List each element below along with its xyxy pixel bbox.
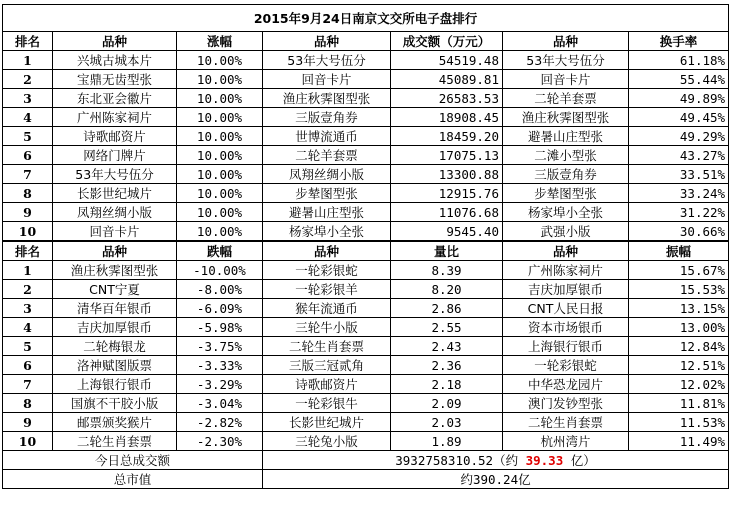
rank-cell: 7 (3, 375, 53, 394)
volume-name-cell: 世博流通币 (263, 127, 391, 146)
header-name-ratio: 品种 (263, 241, 391, 261)
loss-value-cell: -10.00% (177, 261, 263, 280)
turnover-name-cell: 二轮羊套票 (503, 89, 629, 108)
ranking-table (2, 4, 729, 489)
ratio-name-cell: 二轮生肖套票 (263, 337, 391, 356)
rank-cell: 8 (3, 394, 53, 413)
rank-cell: 1 (3, 261, 53, 280)
ratio-value-cell: 2.55 (391, 318, 503, 337)
header-rank: 排名 (3, 241, 53, 261)
header-name-amplitude: 品种 (503, 241, 629, 261)
volume-name-cell: 凤翔丝绸小版 (263, 165, 391, 184)
gain-value-cell: 10.00% (177, 108, 263, 127)
gain-value-cell: 10.00% (177, 89, 263, 108)
amplitude-name-cell: 吉庆加厚银币 (503, 280, 629, 299)
total-volume-highlight: 39.33 (525, 452, 564, 468)
table-row (3, 413, 729, 432)
volume-name-cell: 渔庄秋霁图型张 (263, 89, 391, 108)
ratio-name-cell: 三轮兔小版 (263, 432, 391, 451)
turnover-name-cell: 三版壹角券 (503, 165, 629, 184)
section2-header-row (3, 241, 729, 261)
market-value-label: 总市值 (3, 470, 263, 489)
volume-value-cell: 13300.88 (391, 165, 503, 184)
gain-value-cell: 10.00% (177, 146, 263, 165)
volume-value-cell: 9545.40 (391, 222, 503, 242)
turnover-value-cell: 33.51% (629, 165, 729, 184)
amplitude-name-cell: 澳门发钞型张 (503, 394, 629, 413)
loss-value-cell: -2.30% (177, 432, 263, 451)
section1-header-row (3, 32, 729, 51)
page-title: 2015年9月24日南京文交所电子盘排行 (3, 5, 729, 32)
ratio-name-cell: 三版三冠贰角 (263, 356, 391, 375)
amplitude-value-cell: 13.15% (629, 299, 729, 318)
loss-value-cell: -3.29% (177, 375, 263, 394)
header-ratio: 量比 (391, 241, 503, 261)
ratio-name-cell: 三轮牛小版 (263, 318, 391, 337)
rank-cell: 9 (3, 413, 53, 432)
volume-value-cell: 18908.45 (391, 108, 503, 127)
loss-name-cell: 二轮生肖套票 (53, 432, 177, 451)
amplitude-value-cell: 11.81% (629, 394, 729, 413)
ratio-value-cell: 2.03 (391, 413, 503, 432)
turnover-value-cell: 55.44% (629, 70, 729, 89)
title-row (3, 5, 729, 32)
table-row (3, 203, 729, 222)
turnover-value-cell: 49.29% (629, 127, 729, 146)
rank-cell: 7 (3, 165, 53, 184)
gain-name-cell: 东北亚会徽片 (53, 89, 177, 108)
gain-name-cell: 兴城古城本片 (53, 51, 177, 70)
rank-cell: 4 (3, 108, 53, 127)
volume-value-cell: 18459.20 (391, 127, 503, 146)
ratio-value-cell: 2.86 (391, 299, 503, 318)
turnover-name-cell: 步辇图型张 (503, 184, 629, 203)
loss-name-cell: 邮票颁奖猴片 (53, 413, 177, 432)
loss-name-cell: 二轮梅银龙 (53, 337, 177, 356)
amplitude-value-cell: 15.53% (629, 280, 729, 299)
rank-cell: 6 (3, 146, 53, 165)
ratio-value-cell: 2.18 (391, 375, 503, 394)
amplitude-name-cell: 杭州湾片 (503, 432, 629, 451)
header-name-turnover: 品种 (503, 32, 629, 51)
rank-cell: 9 (3, 203, 53, 222)
loss-name-cell: 清华百年银币 (53, 299, 177, 318)
loss-value-cell: -2.82% (177, 413, 263, 432)
total-volume-suffix: 亿） (563, 452, 596, 468)
amplitude-value-cell: 11.49% (629, 432, 729, 451)
gain-name-cell: 宝鼎无齿型张 (53, 70, 177, 89)
loss-value-cell: -6.09% (177, 299, 263, 318)
amplitude-value-cell: 15.67% (629, 261, 729, 280)
volume-value-cell: 45089.81 (391, 70, 503, 89)
rank-cell: 10 (3, 222, 53, 242)
gain-value-cell: 10.00% (177, 127, 263, 146)
header-volume: 成交额（万元） (391, 32, 503, 51)
amplitude-value-cell: 12.51% (629, 356, 729, 375)
turnover-value-cell: 49.89% (629, 89, 729, 108)
ratio-name-cell: 一轮彩银蛇 (263, 261, 391, 280)
amplitude-value-cell: 12.84% (629, 337, 729, 356)
turnover-name-cell: 回音卡片 (503, 70, 629, 89)
gain-name-cell: 广州陈家祠片 (53, 108, 177, 127)
ratio-value-cell: 1.89 (391, 432, 503, 451)
ratio-value-cell: 2.09 (391, 394, 503, 413)
gain-value-cell: 10.00% (177, 51, 263, 70)
volume-name-cell: 步辇图型张 (263, 184, 391, 203)
gain-name-cell: 网络门牌片 (53, 146, 177, 165)
market-value-value: 约390.24亿 (263, 470, 729, 489)
amplitude-name-cell: 上海银行银币 (503, 337, 629, 356)
amplitude-name-cell: 广州陈家祠片 (503, 261, 629, 280)
amplitude-name-cell: 资本市场银币 (503, 318, 629, 337)
amplitude-value-cell: 13.00% (629, 318, 729, 337)
gain-name-cell: 凤翔丝绸小版 (53, 203, 177, 222)
volume-name-cell: 避暑山庄型张 (263, 203, 391, 222)
turnover-value-cell: 61.18% (629, 51, 729, 70)
loss-value-cell: -8.00% (177, 280, 263, 299)
volume-value-cell: 54519.48 (391, 51, 503, 70)
loss-name-cell: 洛神赋图版票 (53, 356, 177, 375)
header-name-gain: 品种 (53, 32, 177, 51)
rank-cell: 6 (3, 356, 53, 375)
volume-name-cell: 二轮羊套票 (263, 146, 391, 165)
loss-value-cell: -3.04% (177, 394, 263, 413)
ratio-value-cell: 8.20 (391, 280, 503, 299)
turnover-value-cell: 30.66% (629, 222, 729, 242)
amplitude-value-cell: 11.53% (629, 413, 729, 432)
gain-value-cell: 10.00% (177, 203, 263, 222)
header-turnover: 换手率 (629, 32, 729, 51)
header-rank: 排名 (3, 32, 53, 51)
loss-value-cell: -5.98% (177, 318, 263, 337)
turnover-name-cell: 渔庄秋霁图型张 (503, 108, 629, 127)
ratio-name-cell: 一轮彩银牛 (263, 394, 391, 413)
volume-value-cell: 26583.53 (391, 89, 503, 108)
turnover-name-cell: 53年大号伍分 (503, 51, 629, 70)
ratio-name-cell: 长影世纪城片 (263, 413, 391, 432)
table-row (3, 280, 729, 299)
rank-cell: 5 (3, 127, 53, 146)
ratio-value-cell: 2.43 (391, 337, 503, 356)
table-row (3, 432, 729, 451)
turnover-value-cell: 43.27% (629, 146, 729, 165)
table-row (3, 299, 729, 318)
ratio-name-cell: 诗歌邮资片 (263, 375, 391, 394)
volume-name-cell: 53年大号伍分 (263, 51, 391, 70)
gain-name-cell: 诗歌邮资片 (53, 127, 177, 146)
table-row (3, 51, 729, 70)
gain-name-cell: 回音卡片 (53, 222, 177, 242)
amplitude-value-cell: 12.02% (629, 375, 729, 394)
volume-name-cell: 三版壹角券 (263, 108, 391, 127)
turnover-name-cell: 二滩小型张 (503, 146, 629, 165)
loss-value-cell: -3.75% (177, 337, 263, 356)
table-row (3, 337, 729, 356)
loss-name-cell: 上海银行银币 (53, 375, 177, 394)
total-volume-row (3, 451, 729, 470)
turnover-value-cell: 33.24% (629, 184, 729, 203)
table-row (3, 108, 729, 127)
header-name-loss: 品种 (53, 241, 177, 261)
table-row (3, 146, 729, 165)
amplitude-name-cell: 一轮彩银蛇 (503, 356, 629, 375)
amplitude-name-cell: CNT人民日报 (503, 299, 629, 318)
rank-cell: 5 (3, 337, 53, 356)
gain-name-cell: 53年大号伍分 (53, 165, 177, 184)
volume-name-cell: 杨家埠小全张 (263, 222, 391, 242)
turnover-value-cell: 31.22% (629, 203, 729, 222)
ratio-value-cell: 8.39 (391, 261, 503, 280)
turnover-value-cell: 49.45% (629, 108, 729, 127)
ratio-name-cell: 猴年流通币 (263, 299, 391, 318)
turnover-name-cell: 避暑山庄型张 (503, 127, 629, 146)
rank-cell: 3 (3, 299, 53, 318)
gain-value-cell: 10.00% (177, 222, 263, 242)
table-row (3, 318, 729, 337)
header-name-volume: 品种 (263, 32, 391, 51)
table-row (3, 184, 729, 203)
rank-cell: 3 (3, 89, 53, 108)
gain-value-cell: 10.00% (177, 165, 263, 184)
amplitude-name-cell: 中华恐龙园片 (503, 375, 629, 394)
table-row (3, 222, 729, 242)
rank-cell: 2 (3, 70, 53, 89)
ratio-name-cell: 一轮彩银羊 (263, 280, 391, 299)
rank-cell: 8 (3, 184, 53, 203)
table-row (3, 127, 729, 146)
table-row (3, 394, 729, 413)
rank-cell: 1 (3, 51, 53, 70)
rank-cell: 2 (3, 280, 53, 299)
total-volume-prefix: 3932758310.52（约 (395, 452, 526, 468)
header-loss: 跌幅 (177, 241, 263, 261)
turnover-name-cell: 杨家埠小全张 (503, 203, 629, 222)
total-volume-value (263, 451, 729, 470)
table-row (3, 70, 729, 89)
volume-value-cell: 12915.76 (391, 184, 503, 203)
table-row (3, 356, 729, 375)
loss-name-cell: 吉庆加厚银币 (53, 318, 177, 337)
volume-value-cell: 17075.13 (391, 146, 503, 165)
volume-value-cell: 11076.68 (391, 203, 503, 222)
gain-value-cell: 10.00% (177, 184, 263, 203)
table-row (3, 89, 729, 108)
gain-value-cell: 10.00% (177, 70, 263, 89)
table-row (3, 375, 729, 394)
loss-name-cell: 国旗不干胶小版 (53, 394, 177, 413)
rank-cell: 10 (3, 432, 53, 451)
table-row (3, 165, 729, 184)
header-gain: 涨幅 (177, 32, 263, 51)
gain-name-cell: 长影世纪城片 (53, 184, 177, 203)
volume-name-cell: 回音卡片 (263, 70, 391, 89)
table-row (3, 261, 729, 280)
loss-value-cell: -3.33% (177, 356, 263, 375)
amplitude-name-cell: 二轮生肖套票 (503, 413, 629, 432)
loss-name-cell: 渔庄秋霁图型张 (53, 261, 177, 280)
turnover-name-cell: 武强小版 (503, 222, 629, 242)
total-volume-label: 今日总成交额 (3, 451, 263, 470)
loss-name-cell: CNT宁夏 (53, 280, 177, 299)
market-value-row (3, 470, 729, 489)
ratio-value-cell: 2.36 (391, 356, 503, 375)
header-amplitude: 振幅 (629, 241, 729, 261)
rank-cell: 4 (3, 318, 53, 337)
